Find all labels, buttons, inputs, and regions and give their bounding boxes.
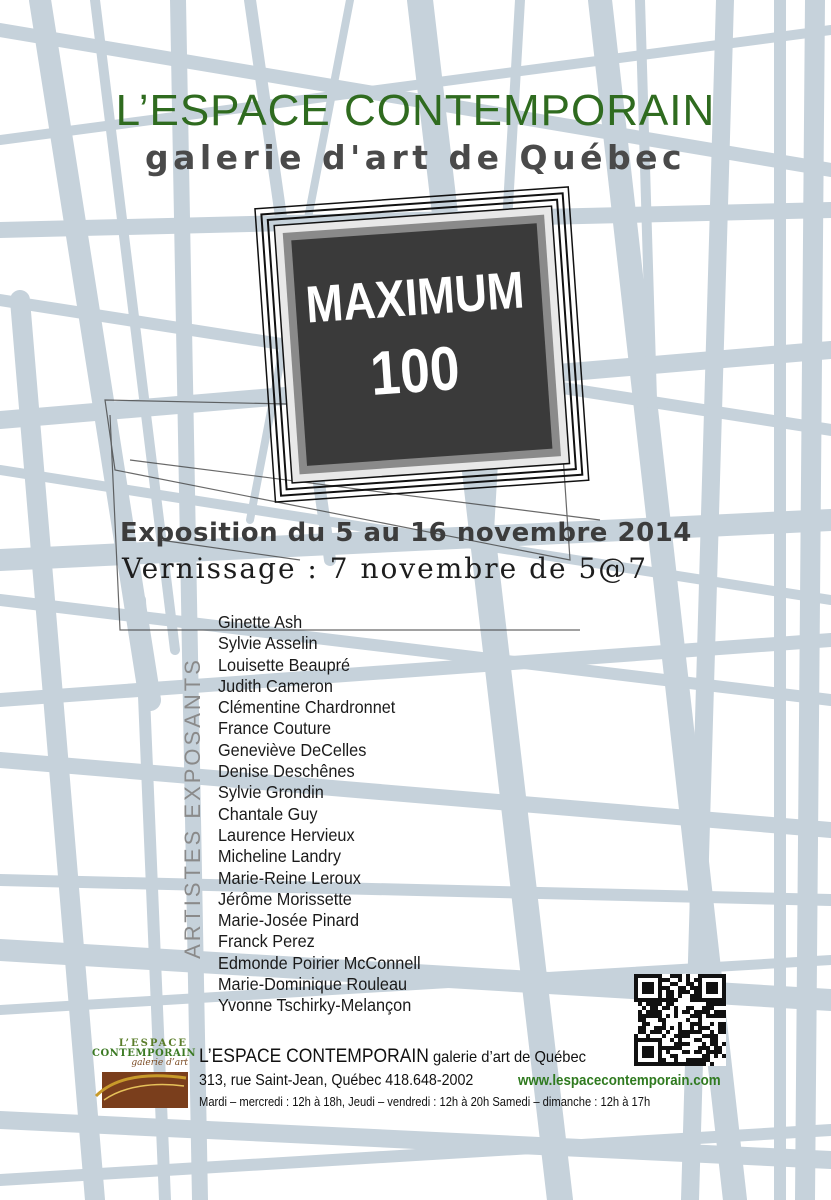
qr-code[interactable] bbox=[634, 974, 726, 1066]
footer-address: 313, rue Saint-Jean, Québec 418.648-2002 bbox=[199, 1072, 474, 1089]
footer-name-sub: galerie d’art de Québec bbox=[432, 1049, 587, 1066]
artist-name: Marie-Reine Leroux bbox=[218, 867, 361, 888]
artists-list bbox=[218, 612, 436, 1017]
logo-text-line2: CONTEMPORAIN bbox=[92, 1048, 197, 1059]
artist-name: Clémentine Chardronnet bbox=[218, 697, 396, 718]
artist-name: France Couture bbox=[218, 718, 332, 739]
artist-name: Yvonne Tschirky-Melançon bbox=[218, 995, 412, 1016]
gallery-subtitle: galerie d'art de Québec bbox=[144, 138, 687, 177]
exposition-dates: Exposition du 5 au 16 novembre 2014 bbox=[120, 518, 692, 548]
artist-name: Sylvie Grondin bbox=[218, 782, 324, 803]
artist-name: Edmonde Poirier McConnell bbox=[218, 952, 421, 973]
artist-name: Judith Cameron bbox=[218, 675, 333, 696]
artist-name: Ginette Ash bbox=[218, 612, 303, 632]
vernissage-date: Vernissage : 7 novembre de 5@7 bbox=[122, 552, 649, 585]
gallery-title: L’ESPACE CONTEMPORAIN bbox=[115, 86, 716, 135]
artist-name: Marie-Dominique Rouleau bbox=[218, 974, 408, 995]
opening-hours: Mardi – mercredi : 12h à 18h, Jeudi – vendredi : 12h à 20h Samedi – dimanche : 12h à 17h bbox=[199, 1094, 651, 1109]
artist-name: Franck Perez bbox=[218, 931, 315, 952]
frame-title-line2: 100 bbox=[368, 333, 462, 410]
logo-text-line1: L’ESPACE bbox=[118, 1038, 188, 1049]
artist-name: Marie-Josée Pinard bbox=[218, 910, 360, 931]
artist-name: Jérôme Morissette bbox=[218, 888, 352, 909]
artist-name: Denise Deschênes bbox=[218, 761, 355, 782]
artists-heading: ARTISTES EXPOSANTS bbox=[180, 657, 205, 959]
artist-name: Chantale Guy bbox=[218, 803, 318, 824]
artist-name: Louisette Beaupré bbox=[218, 654, 351, 675]
artist-name: Laurence Hervieux bbox=[218, 824, 355, 845]
artist-name: Geneviève DeCelles bbox=[218, 739, 367, 760]
website-link[interactable]: www.lespacecontemporain.com bbox=[518, 1073, 721, 1089]
logo-text-line3: galerie d’art bbox=[131, 1058, 188, 1068]
footer-gallery-name bbox=[199, 1046, 586, 1068]
artist-name: Micheline Landry bbox=[218, 846, 342, 867]
footer-name-main: L’ESPACE CONTEMPORAIN bbox=[199, 1046, 429, 1067]
artist-name: Sylvie Asselin bbox=[218, 633, 318, 654]
frame-title-line1: MAXIMUM bbox=[303, 261, 527, 335]
